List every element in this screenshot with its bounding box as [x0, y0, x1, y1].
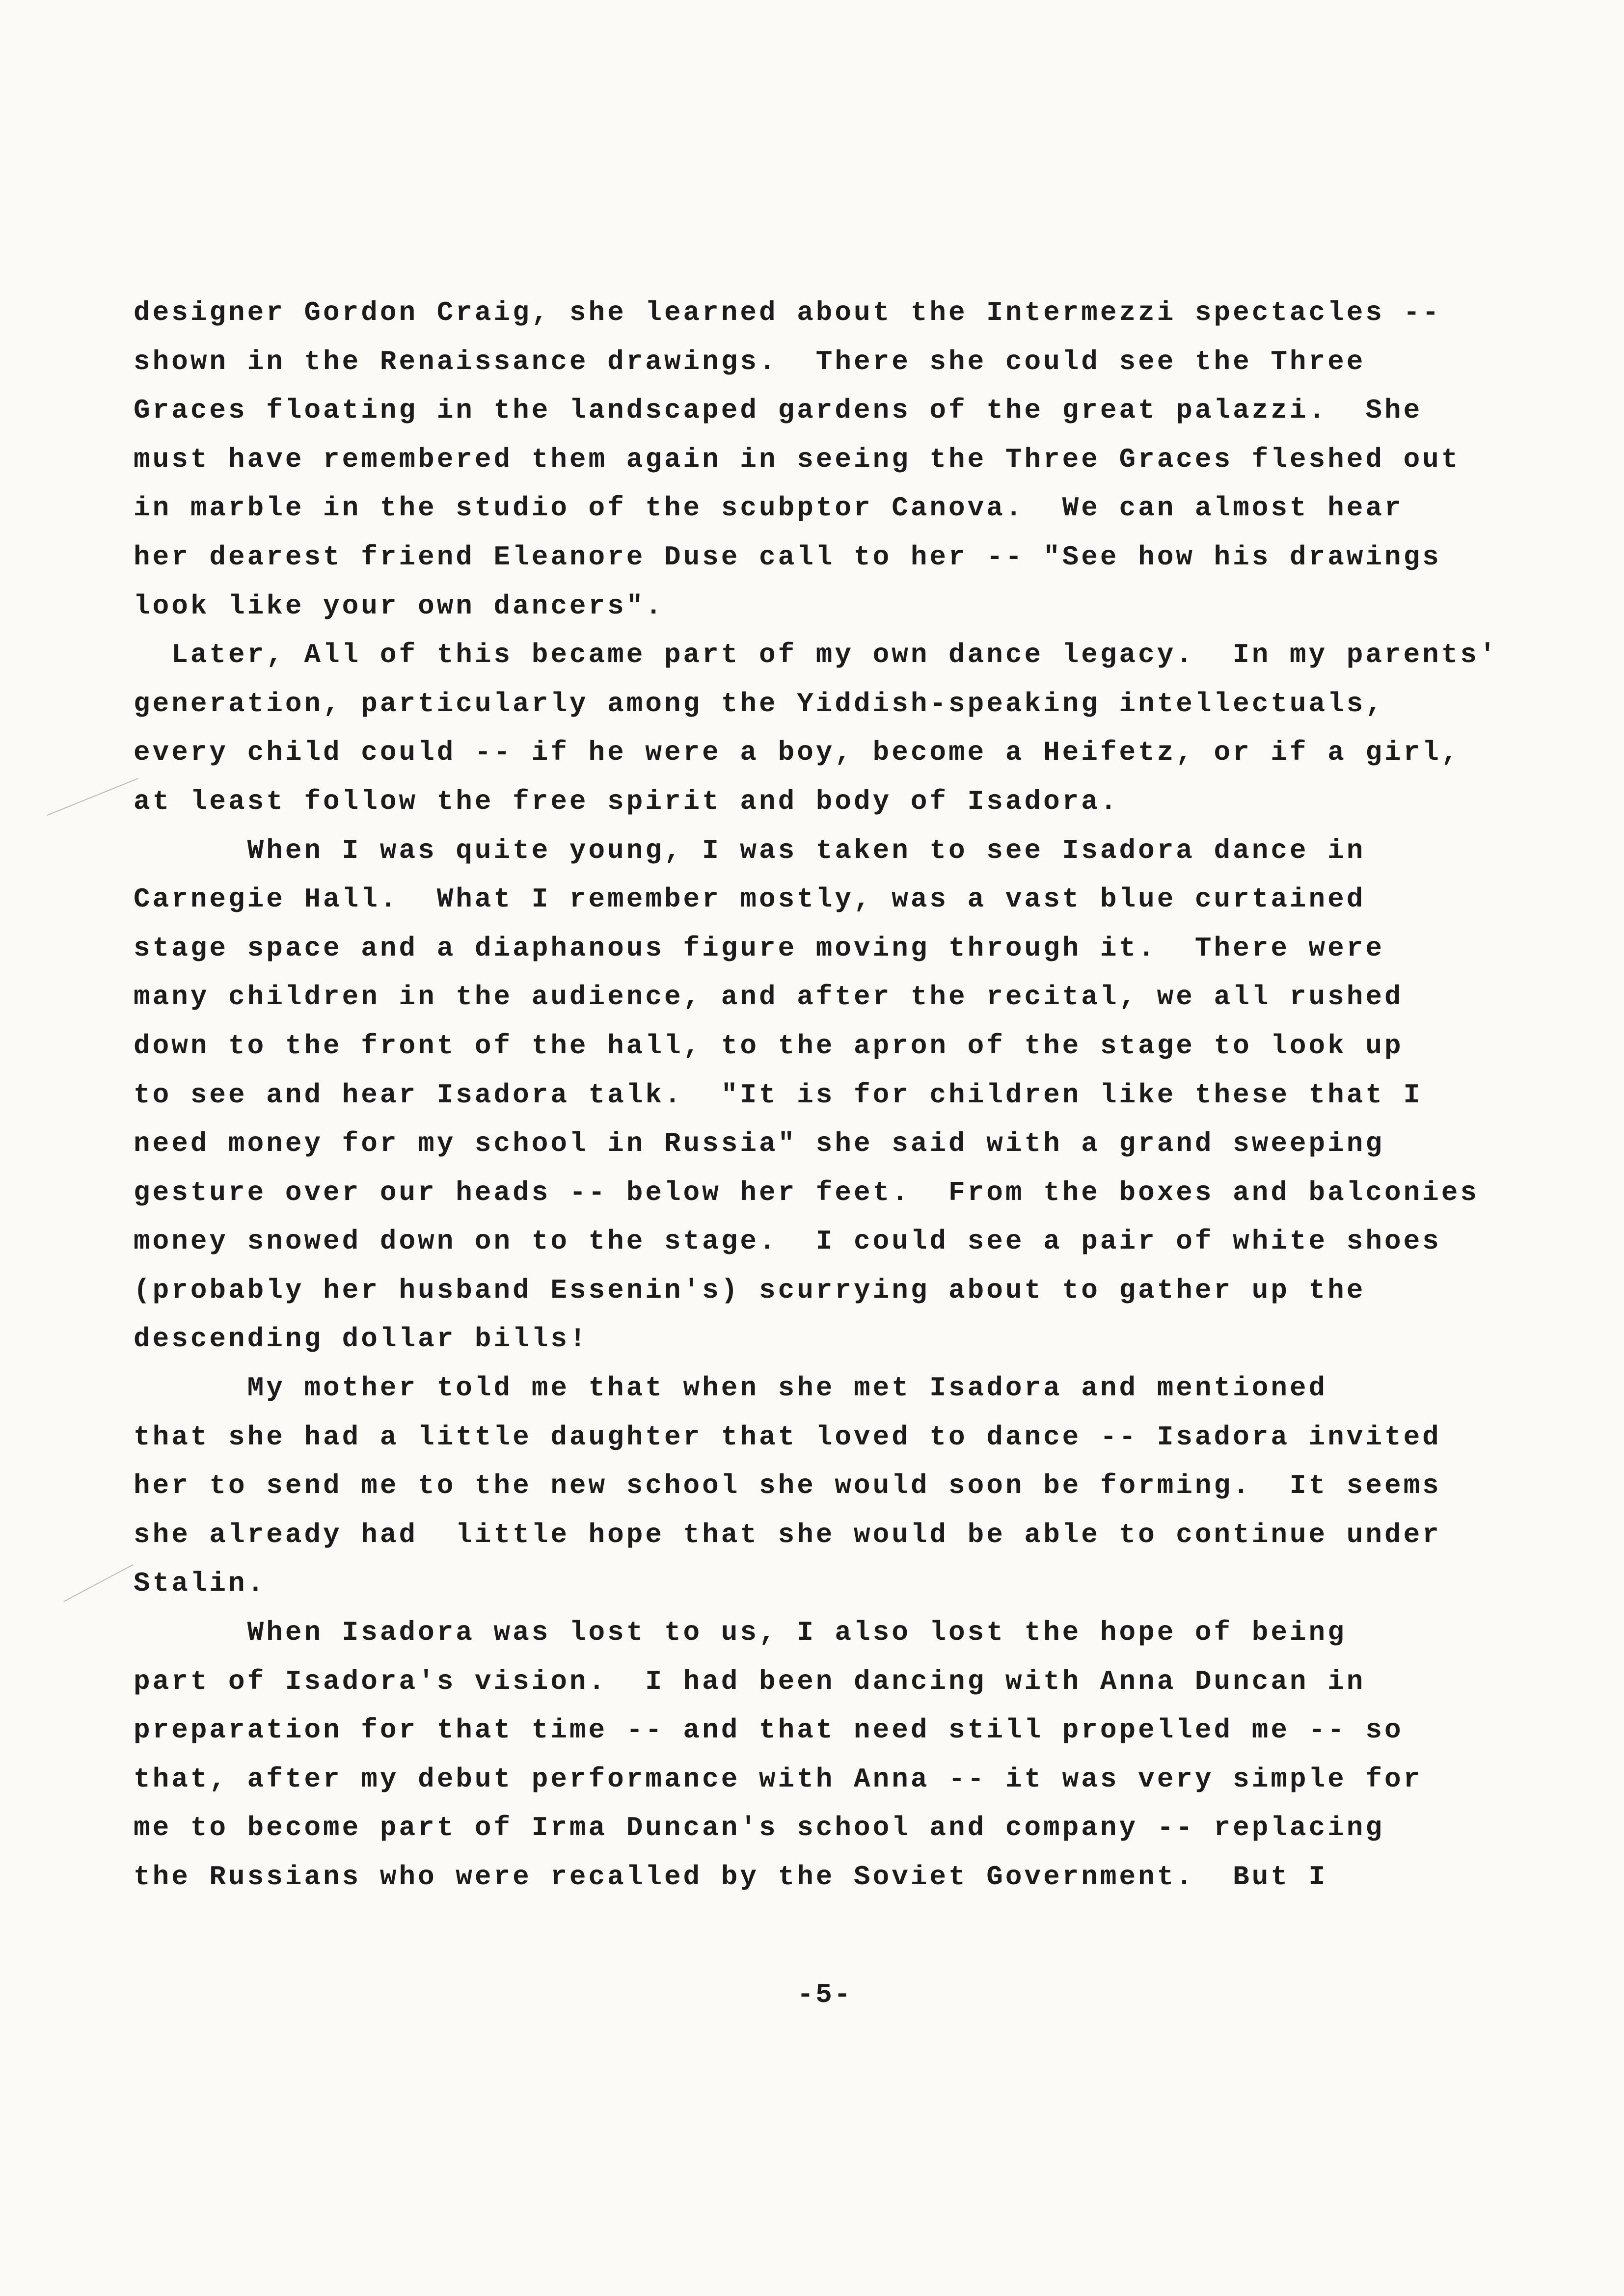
text-line: (probably her husband Essenin's) scurrying about to gather up the	[134, 1274, 1366, 1306]
text-line: My mother told me that when she met Isadora and mentioned	[134, 1372, 1328, 1404]
text-line: that she had a little daughter that loved to dance -- Isadora invited	[134, 1421, 1441, 1453]
text-line: descending dollar bills!	[134, 1323, 589, 1355]
text-line: look like your own dancers".	[134, 590, 664, 622]
text-line: Later, All of this became part of my own dance legacy. In my parents'	[134, 639, 1498, 671]
text-line: money snowed down on to the stage. I could see a pair of white shoes	[134, 1226, 1441, 1257]
text-line: gesture over our heads -- below her feet. From the boxes and balconies	[134, 1176, 1479, 1208]
text-line: her dearest friend Eleanore Duse call to her -- "See how his drawings	[134, 541, 1441, 573]
text-line: in marble in the studio of the scubptor Canova. We can almost hear	[134, 492, 1404, 524]
text-line: at least follow the free spirit and body of Isadora.	[134, 785, 1119, 817]
text-line: generation, particularly among the Yiddish-speaking intellectuals,	[134, 688, 1384, 720]
text-line: she already had little hope that she would be able to continue under	[134, 1519, 1441, 1550]
text-line: shown in the Renaissance drawings. There she could see the Three	[134, 346, 1366, 377]
body-text	[134, 289, 1557, 1902]
text-line: preparation for that time -- and that need still propelled me -- so	[134, 1714, 1404, 1746]
text-line: me to become part of Irma Duncan's school and company -- replacing	[134, 1812, 1384, 1844]
text-line: When Isadora was lost to us, I also lost the hope of being	[134, 1617, 1347, 1649]
text-line: part of Isadora's vision. I had been dancing with Anna Duncan in	[134, 1665, 1366, 1697]
text-line: down to the front of the hall, to the apron of the stage to look up	[134, 1030, 1404, 1062]
text-line: Stalin.	[134, 1568, 267, 1600]
text-line: need money for my school in Russia" she said with a grand sweeping	[134, 1128, 1384, 1160]
text-line: to see and hear Isadora talk. "It is for children like these that I	[134, 1079, 1423, 1111]
text-line: designer Gordon Craig, she learned about the Intermezzi spectacles --	[134, 297, 1441, 328]
text-line: stage space and a diaphanous figure moving through it. There were	[134, 932, 1384, 964]
text-line: that, after my debut performance with Anna -- it was very simple for	[134, 1763, 1423, 1795]
text-line: every child could -- if he were a boy, become a Heifetz, or if a girl,	[134, 737, 1461, 769]
text-line: Graces floating in the landscaped gardens of the great palazzi. She	[134, 395, 1423, 427]
text-line: many children in the audience, and after the recital, we all rushed	[134, 981, 1404, 1013]
scan-mark	[64, 1564, 134, 1602]
text-line: When I was quite young, I was taken to see Isadora dance in	[134, 834, 1366, 866]
page-number: -5-	[797, 1979, 853, 2010]
scan-mark	[47, 778, 138, 816]
text-line: Carnegie Hall. What I remember mostly, was a vast blue curtained	[134, 883, 1366, 915]
text-line: the Russians who were recalled by the Soviet Government. But I	[134, 1861, 1328, 1893]
text-line: must have remembered them again in seeing the Three Graces fleshed out	[134, 443, 1461, 475]
text-line: her to send me to the new school she would soon be forming. It seems	[134, 1470, 1441, 1502]
